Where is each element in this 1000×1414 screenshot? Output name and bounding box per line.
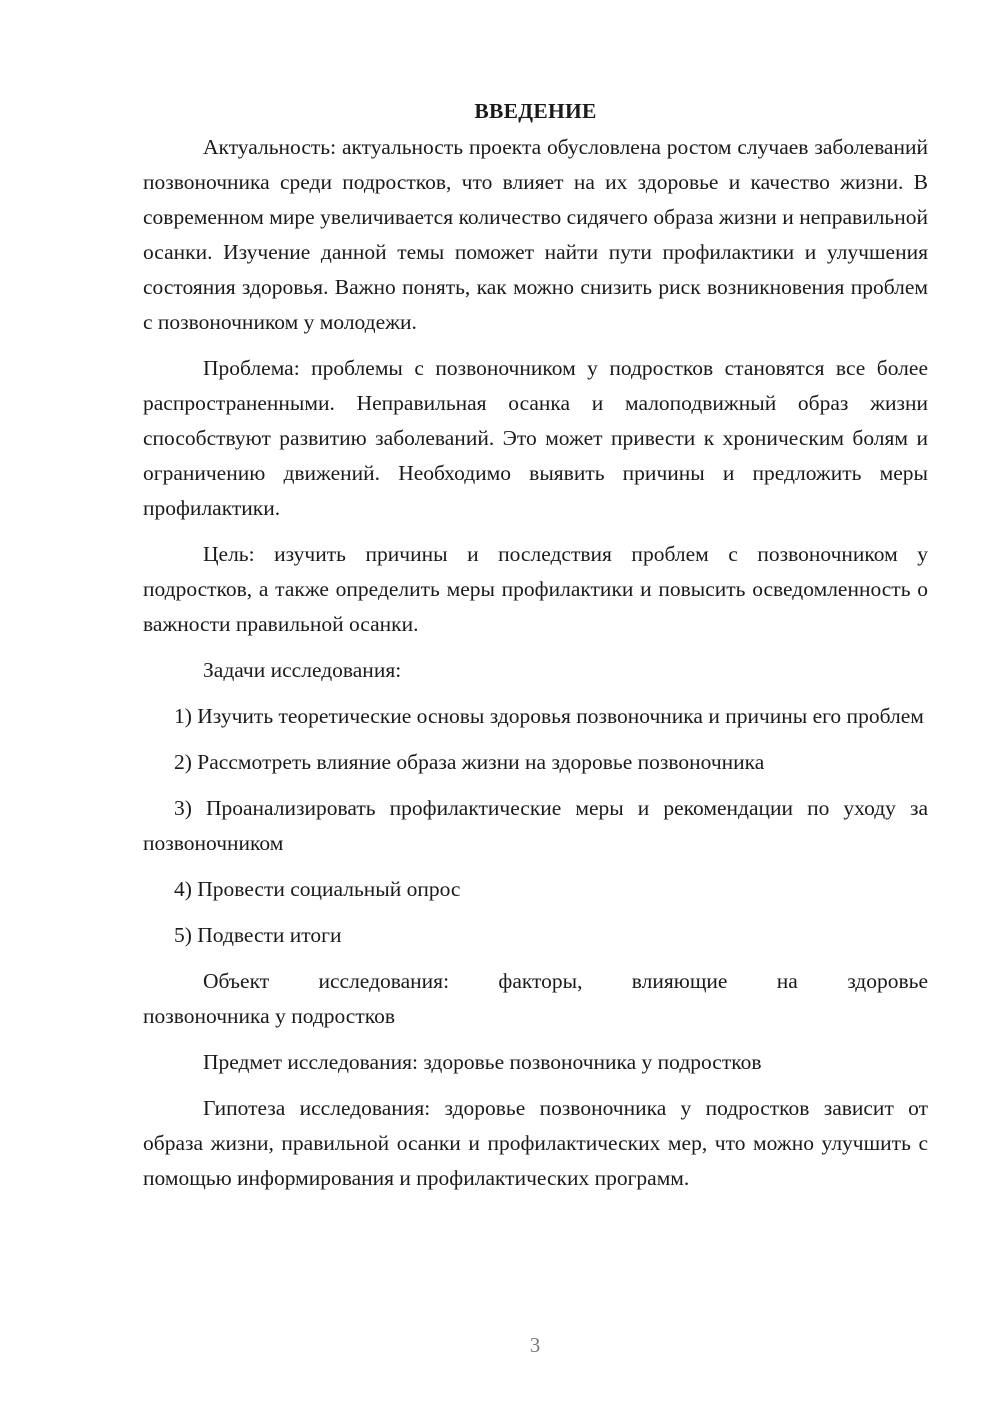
tasks-heading: Задачи исследования: [203,658,402,682]
task-item-3: 3) Проанализировать профилактические меры и рекомендации по уходу за позвоночником [143,796,928,855]
section-title: ВВЕДЕНИЕ [474,99,597,123]
problem-paragraph: Проблема: проблемы с позвоночником у подростков становятся все более распространенными. Неправильная осанка и малоподвижный образ жизни способствуют развитию заболеваний. Это может привести к хроническим болям и ограничению движений. Необходимо выявить причины и предложить меры профилактики. [143,356,928,520]
document-page [143,94,928,1207]
page-number: 3 [529,1333,541,1357]
subject-paragraph: Предмет исследования: здоровье позвоночника у подростков [203,1050,762,1074]
task-item-2: 2) Рассмотреть влияние образа жизни на здоровье позвоночника [174,750,765,774]
task-item-5: 5) Подвести итоги [174,923,342,947]
relevance-paragraph: Актуальность: актуальность проекта обусловлена ростом случаев заболеваний позвоночника среди подростков, что влияет на их здоровье и качество жизни. В современном мире увеличивается количество сидячего образа жизни и неправильной осанки. Изучение данной темы поможет найти пути профилактики и улучшения состояния здоровья. Важно понять, как можно снизить риск возникновения проблем с позвоночником у молодежи. [143,135,928,334]
object-line-2: позвоночника у подростков [143,1004,395,1028]
object-line-1: Объект исследования: факторы, влияющие на здоровье [203,969,928,993]
task-item-1: 1) Изучить теоретические основы здоровья позвоночника и причины его проблем [174,704,924,728]
task-item-4: 4) Провести социальный опрос [174,877,461,901]
goal-paragraph: Цель: изучить причины и последствия проблем с позвоночником у подростков, а также определить меры профилактики и повысить осведомленность о важности правильной осанки. [143,542,928,636]
hypothesis-paragraph: Гипотеза исследования: здоровье позвоночника у подростков зависит от образа жизни, правильной осанки и профилактических мер, что можно улучшить с помощью информирования и профилактических программ. [143,1096,928,1190]
